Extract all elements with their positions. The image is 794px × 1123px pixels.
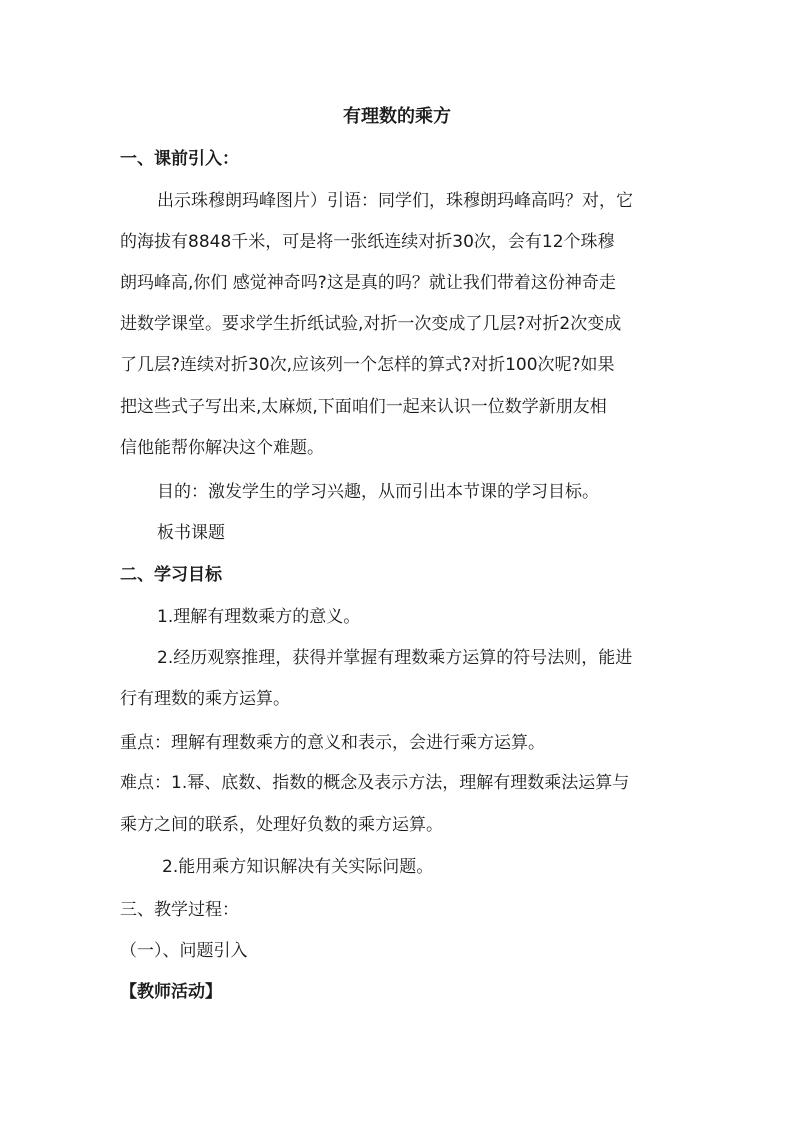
paragraph-line: 把这些式子写出来,太麻烦,下面咱们一起来认识一位数学新朋友相 [120, 397, 607, 417]
paragraph-line: 出示珠穆朗玛峰图片）引语：同学们，珠穆朗玛峰高吗？对，它 [157, 191, 633, 211]
paragraph-line: 的海拔有8848千米，可是将一张纸连续对折30次，会有12个珠穆 [120, 232, 615, 252]
difficulty-line: 难点：1.幂、底数、指数的概念及表示方法，理解有理数乘法运算与 [120, 773, 630, 793]
paragraph-line: 朗玛峰高,你们 感觉神奇吗?这是真的吗？就让我们带着这份神奇走 [120, 273, 616, 293]
subsection-heading: （一）、问题引入 [120, 941, 248, 961]
teacher-activity-label: 【教师活动】 [120, 982, 222, 1002]
goal-item-2-continued: 行有理数的乘方运算。 [120, 689, 290, 709]
paragraph-line: 信他能帮你解决这个难题。 [120, 438, 324, 458]
section-heading-goals: 二、学习目标 [120, 565, 222, 585]
key-point-line: 重点：理解有理数乘方的意义和表示，会进行乘方运算。 [120, 733, 545, 753]
document-title: 有理数的乘方 [343, 106, 451, 127]
paragraph-line: 了几层?连续对折30次,应该列一个怎样的算式?对折100次呢?如果 [120, 355, 615, 375]
goal-item-2: 2.经历观察推理，获得并掌握有理数乘方运算的符号法则，能进 [157, 648, 633, 668]
board-title-line: 板书课题 [157, 523, 225, 543]
difficulty-item-2: 2.能用乘方知识解决有关实际问题。 [162, 857, 434, 877]
goal-item-1: 1.理解有理数乘方的意义。 [157, 607, 361, 627]
difficulty-line-continued: 乘方之间的联系，处理好负数的乘方运算。 [120, 815, 443, 835]
section-heading-intro: 一、课前引入： [120, 149, 239, 169]
section-heading-process: 三、教学过程： [120, 900, 239, 920]
purpose-line: 目的：激发学生的学习兴趣，从而引出本节课的学习目标。 [157, 482, 599, 502]
paragraph-line: 进数学课堂。要求学生折纸试验,对折一次变成了几层?对折2次变成 [120, 314, 622, 334]
